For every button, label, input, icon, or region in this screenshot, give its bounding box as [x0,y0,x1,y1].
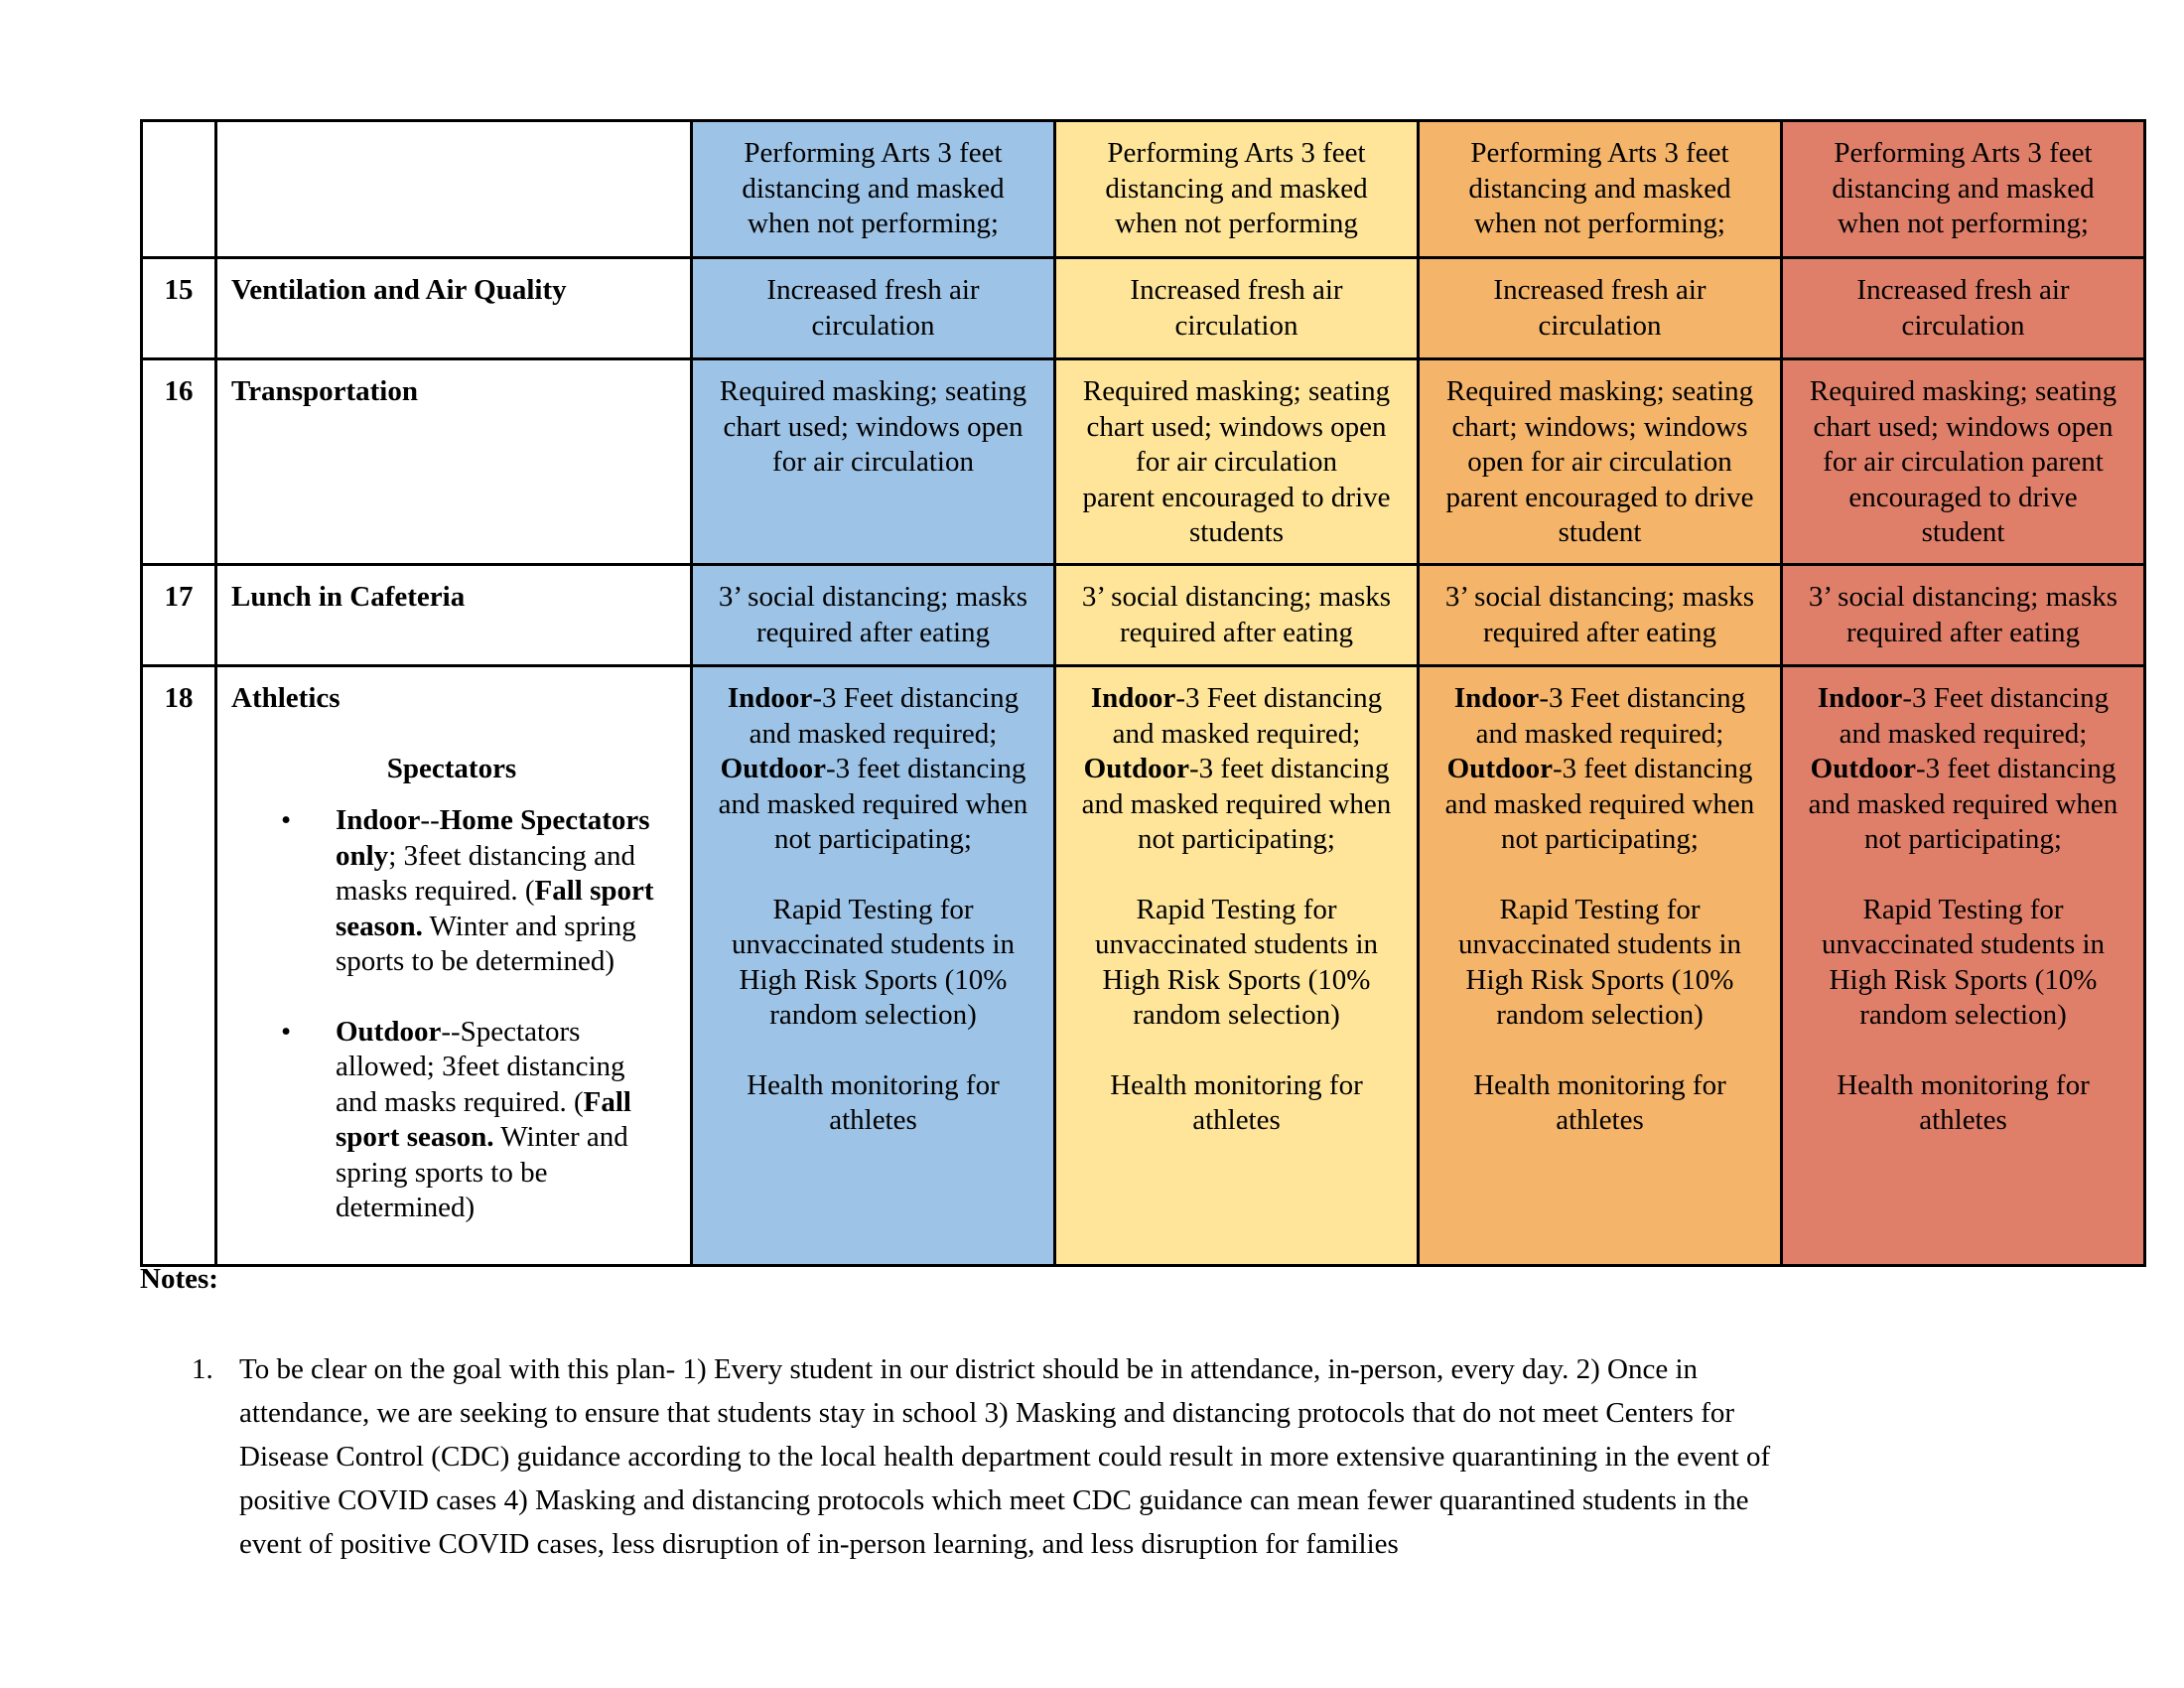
level-1-cell: 3’ social distancing; masks required after eating [692,565,1055,666]
row-number: 15 [142,258,216,359]
bullet-icon: • [281,804,292,836]
row-topic: Transportation [216,359,692,565]
reopening-plan-table [140,119,2146,1267]
level-4-cell: Increased fresh air circulation [1782,258,2145,359]
table-row [142,666,2145,1266]
level-4-cell: Required masking; seating chart used; windows open for air circulation parent encouraged to drive student [1782,359,2145,565]
row-topic: Ventilation and Air Quality [216,258,692,359]
level-4-cell: Performing Arts 3 feet distancing and masked when not performing; [1782,121,2145,258]
level-3-cell: 3’ social distancing; masks required after eating [1419,565,1782,666]
level-1-cell: Indoor-3 Feet distancing and masked required; Outdoor-3 feet distancing and masked required when not participating; Rapid Testing for unvaccinated students in High Risk Sports (10% random selection) Health monitoring for athletes [692,666,1055,1266]
table-row [142,565,2145,666]
level-3-cell: Indoor-3 Feet distancing and masked required; Outdoor-3 feet distancing and masked required when not participating; Rapid Testing for unvaccinated students in High Risk Sports (10% random selection) Health monitoring for athletes [1419,666,1782,1266]
level-1-cell: Performing Arts 3 feet distancing and masked when not performing; [692,121,1055,258]
level-1-cell: Required masking; seating chart used; windows open for air circulation [692,359,1055,565]
table-row [142,359,2145,565]
spectators-heading: Spectators [386,752,517,784]
level-2-cell: 3’ social distancing; masks required after eating [1055,565,1419,666]
row-number: 16 [142,359,216,565]
notes-heading: Notes: [140,1263,218,1295]
spectators-list [231,803,682,1226]
list-item-outdoor: • Outdoor--Spectators allowed; 3feet distancing and masks required. (Fall sport season. Winter and spring sports to be determined) [281,1015,631,1223]
list-item-indoor: • Indoor--Home Spectators only; 3feet distancing and masks required. (Fall sport season. Winter and spring sports to be determined) [281,804,654,977]
empty-topic-cell [216,121,692,258]
row-topic: Lunch in Cafeteria [216,565,692,666]
level-2-cell: Required masking; seating chart used; windows open for air circulation parent encouraged to drive students [1055,359,1419,565]
row-number: 17 [142,565,216,666]
table-row [142,258,2145,359]
level-3-cell: Performing Arts 3 feet distancing and masked when not performing; [1419,121,1782,258]
level-2-cell: Indoor-3 Feet distancing and masked required; Outdoor-3 feet distancing and masked required when not participating; Rapid Testing for unvaccinated students in High Risk Sports (10% random selection) Health monitoring for athletes [1055,666,1419,1266]
empty-number-cell [142,121,216,258]
level-4-cell: Indoor-3 Feet distancing and masked required; Outdoor-3 feet distancing and masked required when not participating; Rapid Testing for unvaccinated students in High Risk Sports (10% random selection) Health monitoring for athletes [1782,666,2145,1266]
table-row [142,121,2145,258]
level-3-cell: Required masking; seating chart; windows; windows open for air circulation parent encouraged to drive student [1419,359,1782,565]
note-number: 1. [192,1353,213,1385]
row-number: 18 [142,666,216,1266]
level-4-cell: 3’ social distancing; masks required after eating [1782,565,2145,666]
athletics-title: Athletics [231,682,341,714]
level-1-cell: Increased fresh air circulation [692,258,1055,359]
level-3-cell: Increased fresh air circulation [1419,258,1782,359]
row-topic-athletics [216,666,692,1266]
bullet-icon: • [281,1015,292,1048]
note-item [192,1347,2058,1566]
level-2-cell: Increased fresh air circulation [1055,258,1419,359]
level-2-cell: Performing Arts 3 feet distancing and masked when not performing [1055,121,1419,258]
note-text: To be clear on the goal with this plan- 1) Every student in our district should be in attendance, in-person, every day. 2) Once in attendance, we are seeking to ensure that students stay in school 3) Masking and distancing protocols that do not meet Centers for Disease Control (CDC) guidance according to the local health department could result in more extensive quarantining in the event of positive COVID cases 4) Masking and distancing protocols which meet CDC guidance can mean fewer quarantined students in the event of positive COVID cases, less disruption of in-person learning, and less disruption for families [239,1353,1771,1560]
